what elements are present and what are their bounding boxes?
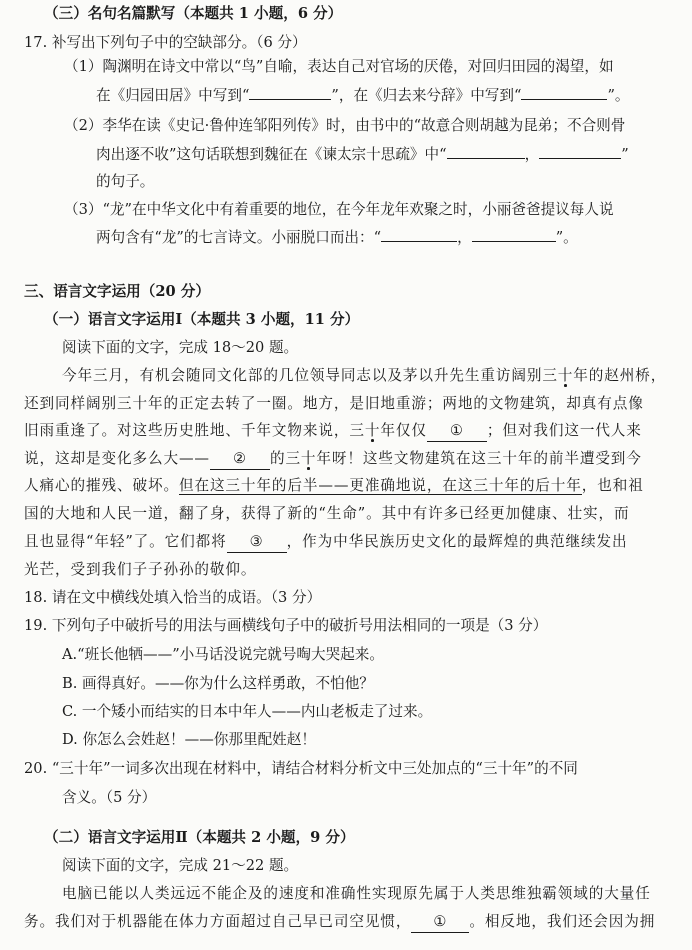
q19-option-c[interactable]: C. 一个矮小而结实的日本中年人——内山老板走了过来。 [62,703,433,720]
dotted-phrase-1 [542,367,588,384]
passage1-text: 今年三月，有机会随同文化部的几位领导同志以及茅以升先生重访阔别 [62,367,543,384]
q19-option-b[interactable]: B. 画得真好。——你为什么这样勇敢，不怕他？ [62,675,374,692]
passage1-line4 [24,449,642,470]
q17-sub2-answer-blank-2[interactable] [539,158,621,159]
dotted-phrase-3 [285,450,331,467]
q17-sub2-line3: 的句子。 [96,173,155,190]
dotted-phrase-2 [349,422,395,439]
subsection-heading-language-use-2: （二）语言文字运用Ⅱ（本题共 2 小题，9 分） [44,829,355,846]
q17-sub1-answer-blank-2[interactable] [521,99,607,100]
q17-sub3-text-a: 两句含有“龙”的七言诗文。小丽脱口而出：“ [96,229,382,246]
passage1-text: ，作为中华民族历史文化的最辉煌的典范继续发出 [286,533,628,550]
dotted-text: 三十年 [349,422,396,439]
reading-instruction-18-20: 阅读下面的文字，完成 18～20 题。 [62,339,299,356]
q17-sub3-answer-blank-2[interactable] [472,241,556,242]
passage2-line2 [24,912,655,933]
q17-sub1-text-c: ”。 [607,87,630,104]
dotted-text: 三十年 [542,367,589,384]
passage2-text: 。相反地，我们还会因为拥 [469,913,656,930]
question-18: 18. 请在文中横线处填入恰当的成语。（3 分） [24,589,322,606]
q17-sub3-line1: （3）“龙”在中华文化中有着重要的地位，在今年龙年欢聚之时，小丽爸爸提议每人说 [64,201,614,218]
passage1-text: ；但对我们这一代人来 [486,422,642,439]
q17-sub2-line1: （2）李华在读《史记·鲁仲连邹阳列传》时，由书中的“故意合则胡越为昆弟；不合则骨 [64,117,626,134]
passage1-line6: 国的大地和人民一道，翻了身，获得了新的“生命”。其中有许多已经更加健康、壮实，而 [24,505,630,522]
q17-sub1-text-b: ”，在《归去来兮辞》中写到“ [331,87,522,104]
question-17-stem: 17. 补写出下列句子中的空缺部分。（6 分） [24,34,307,51]
passage1-text: 呀！这些文物建筑在这三十年的前半遭受到今 [331,450,642,467]
passage1-text: 说，这却是变化多么大—— [24,450,210,467]
q17-sub2-line2 [96,145,629,165]
question-20-line2: 含义。（5 分） [62,789,157,806]
question-20-line1: 20. “三十年”一词多次出现在材料中，请结合材料分析文中三处加点的“三十年”的不同 [24,760,578,777]
passage1-blank-2[interactable]: ② [210,449,270,470]
q17-sub3-answer-blank-1[interactable] [381,241,457,242]
subsection-heading-language-use-1: （一）语言文字运用Ⅰ（本题共 3 小题，11 分） [44,311,360,328]
passage1-text: 的 [269,450,286,467]
q17-sub1-text-a: 在《归园田居》中写到“ [96,87,250,104]
q17-sub3-line2 [96,228,578,248]
question-19-stem: 19. 下列句子中破折号的用法与画横线句子中的破折号用法相同的一项是（3 分） [24,617,548,634]
dotted-text: 三十年 [285,450,332,467]
passage1-text: 仅仅 [395,422,427,439]
passage1-text: 人痛心的摧残、破坏。 [24,477,179,494]
passage1-line7 [24,532,628,553]
q17-sub2-text-b: ， [524,146,540,163]
section-heading-mingju: （三）名句名篇默写（本题共 1 小题，6 分） [44,5,343,22]
passage1-line3 [24,421,642,442]
passage1-line5 [24,476,644,496]
section-heading-language-use: 三、语言文字运用（20 分） [24,283,210,300]
q17-sub1-answer-blank-1[interactable] [249,99,331,100]
passage1-blank-3[interactable]: ③ [227,532,287,553]
q17-sub1-line1: （1）陶渊明在诗文中常以“鸟”自喻，表达自己对官场的厌倦，对回归田园的渴望，如 [64,58,614,75]
q17-sub2-text-c: ” [621,146,629,163]
passage2-blank-1[interactable]: ① [411,912,469,933]
reading-instruction-21-22: 阅读下面的文字，完成 21～22 题。 [62,857,299,874]
q17-sub3-text-c: ”。 [555,229,578,246]
passage1-line1 [62,366,666,386]
q17-sub2-text-a: 肉出逐不收”这句话联想到魏征在《谏太宗十思疏》中“ [96,146,447,163]
passage2-line1: 电脑已能以人类远远不能企及的速度和准确性实现原先属于人类思维独霸领域的大量任 [62,885,651,902]
passage1-blank-1[interactable]: ① [427,421,487,442]
passage2-text: 务。我们对于机器能在体力方面超过自己早已司空见惯， [24,913,412,930]
passage1-text: ，也和祖 [581,477,644,494]
passage1-text: 的赵州桥， [588,367,667,384]
passage1-text: 旧雨重逢了。对这些历史胜地、千年文物来说， [24,422,350,439]
q19-option-a[interactable]: A.“班长他牺——”小马话没说完就号啕大哭起来。 [62,646,384,663]
passage1-line8: 光芒，受到我们子子孙孙的敬仰。 [24,561,257,578]
q17-sub3-text-b: ， [457,229,472,246]
passage1-line2: 还到同样阔别三十年的正定去转了一圈。地方，是旧地重游；两地的文物建筑，却真有点像 [24,395,644,412]
q17-sub1-line2 [96,86,630,106]
q19-option-d[interactable]: D. 你怎么会姓赵！——你那里配姓赵！ [62,731,316,748]
underlined-sentence: 但在这三十年的后半——更准确地说，在这三十年的后十年 [178,477,582,494]
passage1-text: 且也显得“年轻”了。它们都将 [24,533,227,550]
q17-sub2-answer-blank-1[interactable] [447,158,525,159]
